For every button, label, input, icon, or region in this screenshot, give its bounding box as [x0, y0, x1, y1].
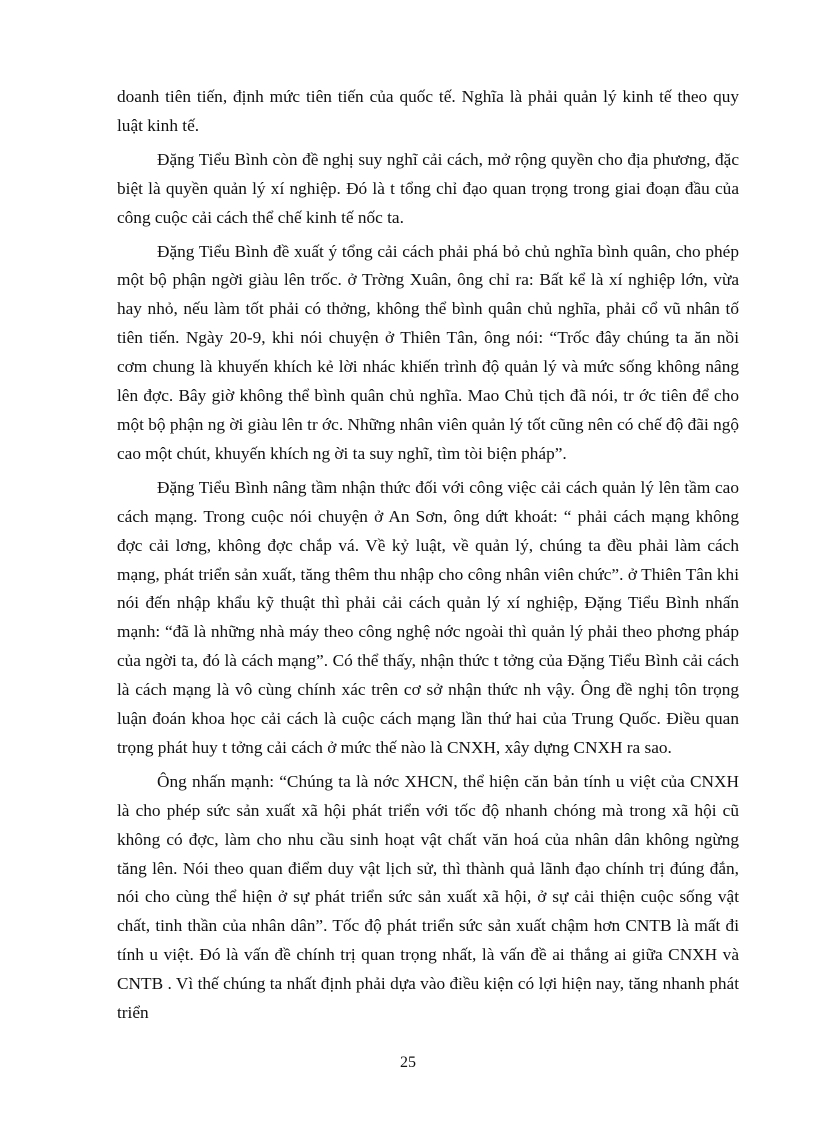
paragraph-2: Đặng Tiểu Bình còn đề nghị suy nghĩ cải cách, mở rộng quyền cho địa phương, đặc biệt là quyền quản lý xí nghiệp. Đó là t tổng chỉ đạo quan trọng trong giai đoạn đầu của công cuộc cải cách thể chế kinh tế nốc ta.: [117, 149, 739, 227]
body-text: [117, 83, 739, 1033]
paragraph-1: doanh tiên tiến, định mức tiên tiến của quốc tế. Nghĩa là phải quản lý kinh tế theo quy luật kinh tế.: [117, 87, 739, 135]
paragraph-4: Đặng Tiểu Bình nâng tầm nhận thức đối với công việc cải cách quản lý lên tầm cao cách mạng. Trong cuộc nói chuyện ở An Sơn, ông dứt khoát: “ phải cách mạng không đợc cải lơng, không đợc chắp vá. Về kỷ luật, về quản lý, chúng ta đều phải làm cách mạng, phát triển sản xuất, tăng thêm thu nhập cho công nhân viên chức”. ở Thiên Tân khi nói đến nhập khẩu kỹ thuật thì phải cải cách quản lý xí nghiệp, Đặng Tiểu Bình nhấn mạnh: “đã là những nhà máy theo công nghệ nớc ngoài thì quản lý phải theo phơng pháp của ngời ta, đó là cách mạng”. Có thể thấy, nhận thức t tởng của Đặng Tiểu Bình cải cách là cách mạng là vô cùng chính xác trên cơ sở nhận thức nh vậy. Ông đề nghị tôn trọng luận đoán khoa học cải cách là cuộc cách mạng lần thứ hai của Trung Quốc. Điều quan trọng phát huy t tởng cải cách ở mức thế nào là CNXH, xây dựng CNXH ra sao.: [117, 477, 739, 757]
page-number: 25: [400, 1054, 416, 1071]
paragraph-3: Đặng Tiểu Bình đề xuất ý tổng cải cách phải phá bỏ chủ nghĩa bình quân, cho phép một bộ phận ngời giàu lên trốc. ở Trờng Xuân, ông chỉ ra: Bất kể là xí nghiệp lớn, vừa hay nhỏ, nếu làm tốt phải có thởng, không thể bình quân chủ nghĩa, phải cổ vũ nhân tố tiên tiến. Ngày 20-9, khi nói chuyện ở Thiên Tân, ông nói: “Trốc đây chúng ta ăn nồi cơm chung là khuyến khích kẻ lời nhác khiến trình độ quản lý và mức sống không nâng lên đợc. Bây giờ không thể bình quân chủ nghĩa. Mao Chủ tịch đã nói, tr ớc tiên để cho một bộ phận ng ời giàu lên tr ớc. Những nhân viên quản lý tốt cũng nên có chế độ đãi ngộ cao một chút, khuyến khích ng ời ta suy nghĩ, tìm tòi biện pháp”.: [117, 241, 739, 463]
paragraph-5: Ông nhấn mạnh: “Chúng ta là nớc XHCN, thể hiện căn bản tính u việt của CNXH là cho phép sức sản xuất xã hội phát triển với tốc độ nhanh chóng mà trong xã hội cũ không có đợc, làm cho nhu cầu sinh hoạt vật chất văn hoá của nhân dân không ngừng tăng lên. Nói theo quan điểm duy vật lịch sử, thì thành quả lãnh đạo chính trị đúng đắn, nói cho cùng thể hiện ở sự phát triển sức sản xuất xã hội, ở sự cải thiện cuộc sống vật chất, tinh thần của nhân dân”. Tốc độ phát triển sức sản xuất chậm hơn CNTB là mất đi tính u việt. Đó là vấn đề chính trị quan trọng nhất, là vấn đề ai thắng ai giữa CNXH và CNTB . Vì thế chúng ta nhất định phải dựa vào điều kiện có lợi hiện nay, tăng nhanh phát triển: [117, 771, 739, 1023]
